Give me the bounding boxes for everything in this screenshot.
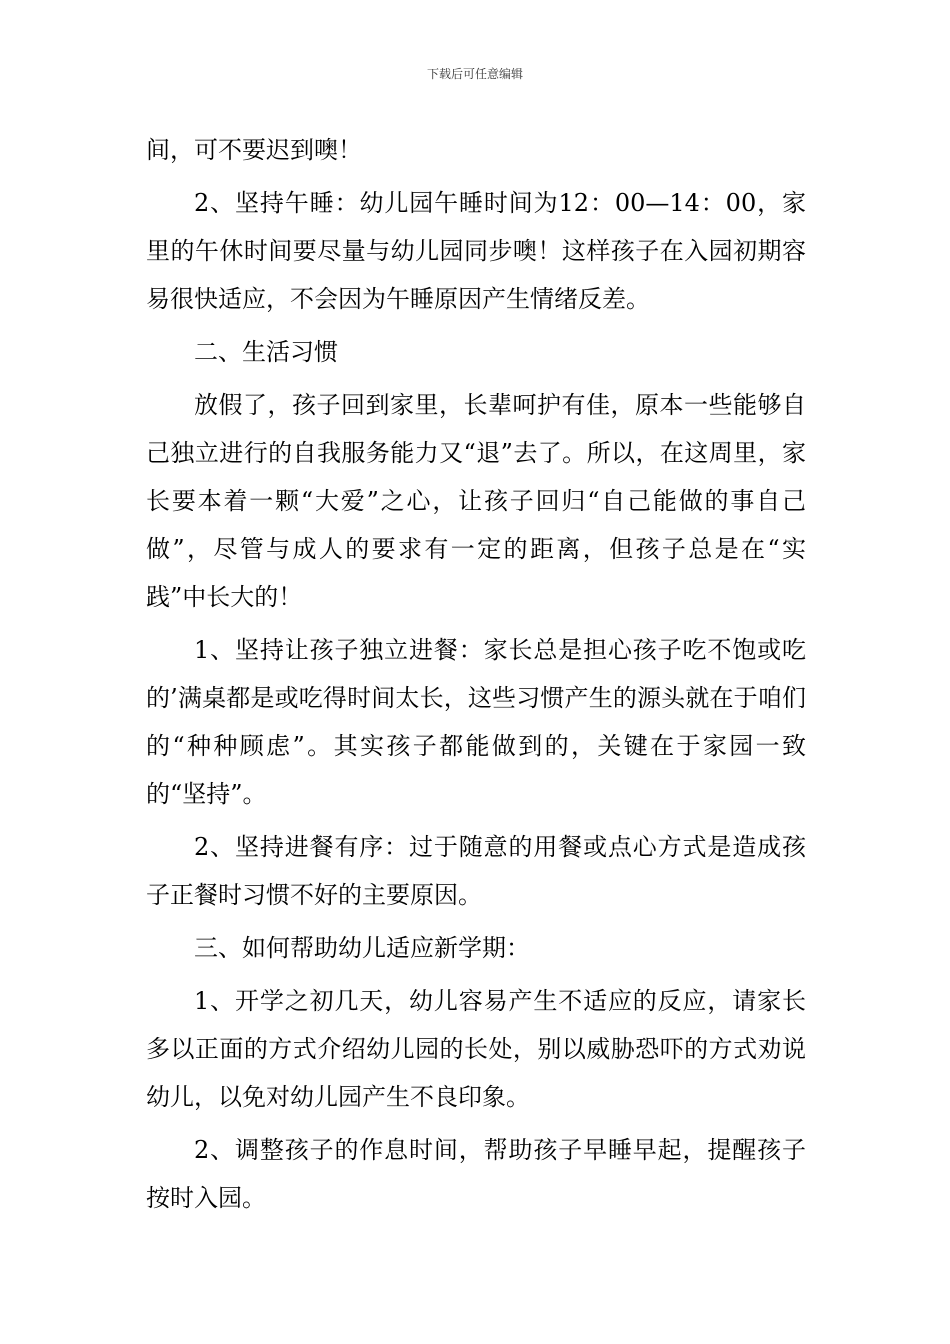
paragraph: 2、调整孩子的作息时间，帮助孩子早睡早起，提醒孩子按时入园。	[146, 1136, 806, 1212]
document-body	[146, 126, 806, 1227]
section-heading: 二、生活习惯	[194, 338, 338, 366]
paragraph: 1、坚持让孩子独立进餐：家长总是担心孩子吃不饱或吃的’满桌都是或吃得时间太长，这些习惯产生的源头就在于咱们的“种种顾虑”。其实孩子都能做到的，关键在于家园一致的“坚持”。	[146, 636, 806, 808]
paragraph: 2、坚持进餐有序：过于随意的用餐或点心方式是造成孩子正餐时习惯不好的主要原因。	[146, 833, 806, 909]
paragraph: 1、开学之初几天，幼儿容易产生不适应的反应，请家长多以正面的方式介绍幼儿园的长处，别以威胁恐吓的方式劝说幼儿，以免对幼儿园产生不良印象。	[146, 987, 806, 1111]
section-heading: 三、如何帮助幼儿适应新学期：	[194, 934, 530, 962]
paragraph: 间，可不要迟到噢！	[146, 136, 362, 164]
paragraph: 2、坚持午睡：幼儿园午睡时间为12：00—14：00，家里的午休时间要尽量与幼儿园同步噢！这样孩子在入园初期容易很快适应，不会因为午睡原因产生情绪反差。	[146, 189, 806, 313]
paragraph: 放假了，孩子回到家里，长辈呵护有佳，原本一些能够自己独立进行的自我服务能力又“退”去了。所以，在这周里，家长要本着一颗“大爱”之心，让孩子回归“自己能做的事自己做”，尽管与成人的要求有一定的距离，但孩子总是在“实践”中长大的！	[146, 391, 806, 611]
page-header: 下载后可任意编辑	[426, 67, 523, 81]
